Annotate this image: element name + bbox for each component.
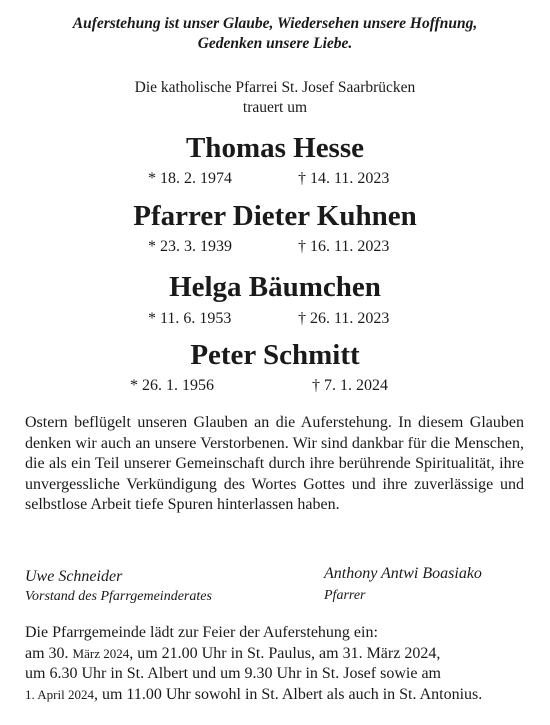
service-line: Die Pfarrgemeinde lädt zur Feier der Auferstehung ein:	[25, 624, 378, 641]
death-date: † 7. 1. 2024	[312, 377, 388, 394]
signature-left-name: Uwe Schneider	[25, 568, 123, 585]
motto-line: Gedenken unsere Liebe.	[197, 35, 353, 52]
birth-date: * 11. 6. 1953	[148, 310, 232, 327]
birth-date: * 18. 2. 1974	[148, 170, 232, 187]
mourns-text: trauert um	[242, 99, 308, 116]
signature-left-role: Vorstand des Pfarrgemeinderates	[25, 589, 212, 604]
birth-date: * 23. 3. 1939	[148, 238, 232, 255]
deceased-name: Pfarrer Dieter Kuhnen	[133, 200, 417, 232]
service-line	[25, 644, 524, 665]
death-date: † 14. 11. 2023	[298, 170, 390, 187]
parish-name: Die katholische Pfarrei St. Josef Saarbrücken	[134, 79, 416, 96]
service-date: März 2024	[72, 645, 130, 661]
service-invitation	[25, 623, 524, 705]
service-text: , um 11.00 Uhr sowohl in St. Albert als auch in St. Antonius.	[93, 685, 483, 703]
motto-line: Auferstehung ist unser Glaube, Wiedersehen unsere Hoffnung,	[72, 15, 478, 32]
service-text: am 30.	[25, 644, 73, 662]
deceased-name: Peter Schmitt	[190, 339, 360, 371]
service-line	[25, 685, 524, 706]
birth-date: * 26. 1. 1956	[130, 377, 214, 394]
service-text: , um 21.00 Uhr in St. Paulus, am 31. März 2024,	[129, 644, 441, 662]
deceased-name: Thomas Hesse	[185, 132, 365, 164]
service-line: um 6.30 Uhr in St. Albert und um 9.30 Uhr in St. Josef sowie am	[25, 665, 441, 682]
death-date: † 16. 11. 2023	[298, 238, 390, 255]
death-date: † 26. 11. 2023	[298, 310, 390, 327]
service-date: 1. April 2024	[25, 686, 94, 702]
motto	[0, 14, 550, 54]
memorial-text: Ostern beflügelt unseren Glauben an die Auferstehung. In diesem Glauben denken wir auch an unsere Verstorbenen. Wir sind dankbar für die Menschen, die als ein Teil unserer Gemeinschaft durch ihre berührende Spiritualität, ihre unvergessliche Verkündigung des Wortes Gottes und ihre zuverlässige und selbstlose Arbeit tiefe Spuren hinterlassen haben.	[25, 414, 524, 513]
intro	[0, 78, 550, 118]
signature-right-role: Pfarrer	[324, 588, 366, 603]
deceased-name: Helga Bäumchen	[169, 271, 381, 303]
signature-right-name: Anthony Antwi Boasiako	[324, 565, 482, 582]
